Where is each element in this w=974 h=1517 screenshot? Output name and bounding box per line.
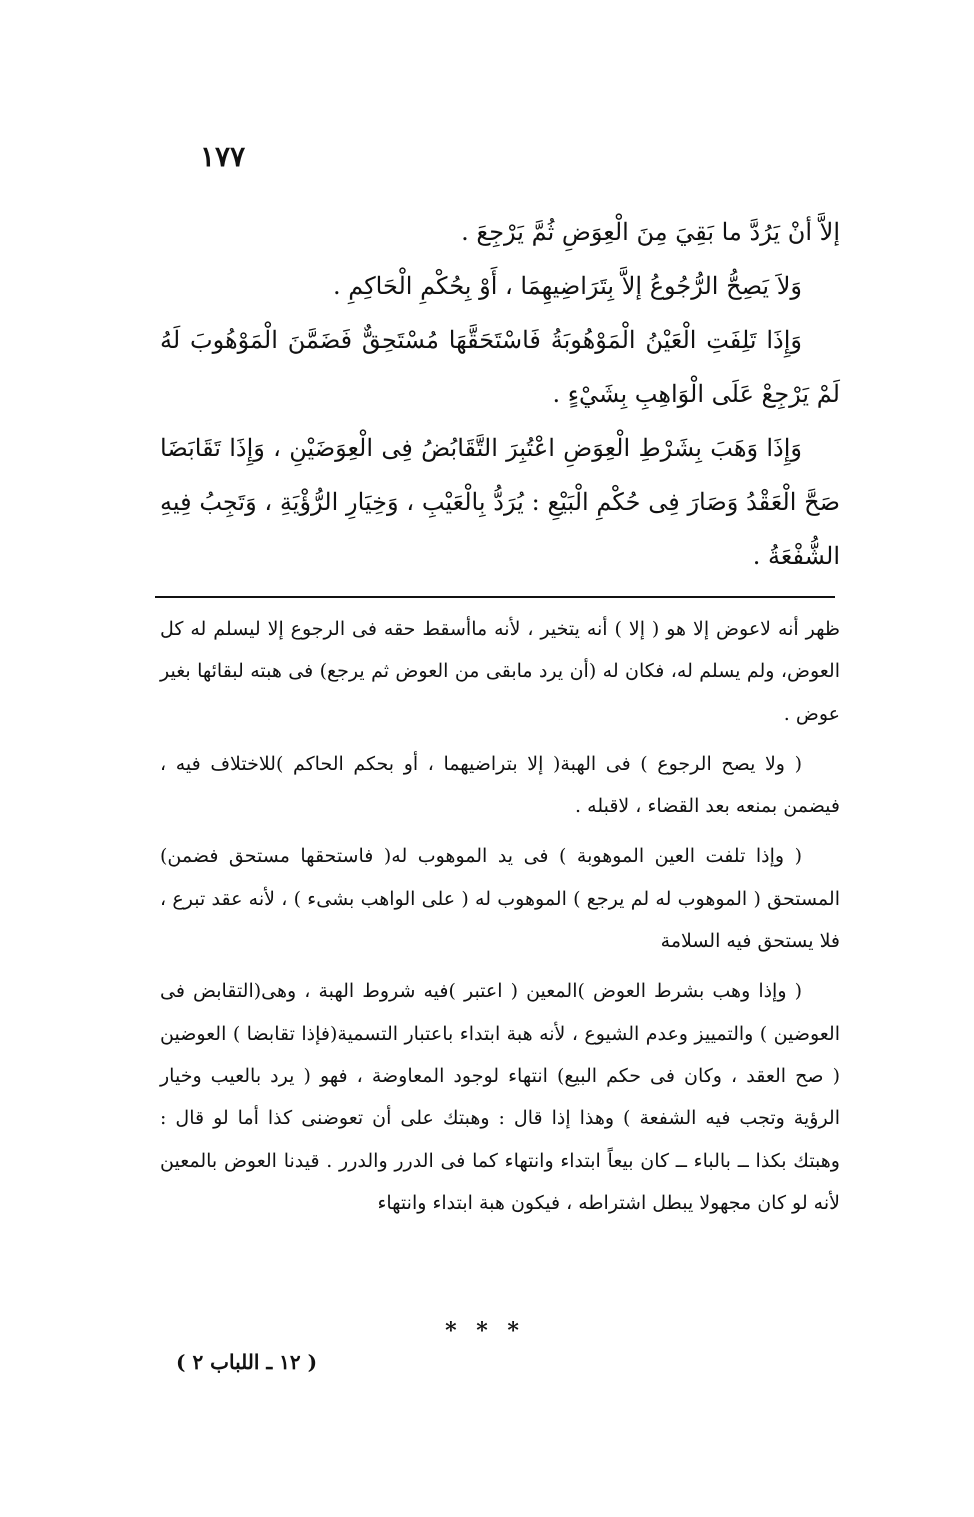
commentary-paragraph: ظهر أنه لاعوض إلا هو ( إلا ) أنه يتخير ، لأنه ماأسقط حقه فى الرجوع إلا ليسلم له كل العوض، ولم يسلم له، فكان له (أن يرد مابقى من العوض ثم يرجع) فى هبته لبقائها بغير عوض . <box>160 618 840 725</box>
main-paragraph: وَإِذَا تَلِفَتِ الْعَيْنُ الْمَوْهُوبَةُ فَاسْتَحَقَّهَا مُسْتَحِقٌّ فَضَمَّنَ الْمَوْهُوبَ لَهُ لَمْ يَرْجِعْ عَلَى الْوَاهِبِ بِشَيْءٍ . <box>160 326 840 408</box>
main-text <box>160 205 840 583</box>
main-paragraph: إلاَّ أنْ يَرُدَّ ما بَقِيَ مِنَ الْعِوَضِ ثُمَّ يَرْجِعَ . <box>461 218 840 246</box>
main-paragraph: وَلاَ يَصِحُّ الرُّجُوعُ إلاَّ بِتَرَاضِيهِمَا ، أَوْ بِحُكْمِ الْحَاكِمِ . <box>333 272 802 300</box>
section-divider <box>155 596 835 598</box>
commentary-text <box>160 608 840 1224</box>
commentary-paragraph: ( وإذا وهب بشرط العوض )المعين ( اعتبر )فيه شروط الهبة ، وهى(التقابض فى العوضين ) والتمييز وعدم الشيوع ، لأنه هبة ابتداء باعتبار التسمية(فإذا تقابضا ) العوضين ( صح العقد ، وكان فى حكم البيع) انتهاء لوجود المعاوضة ، فهو ( يرد بالعيب وخيار الرؤية وتجب فيه الشفعة ) وهذا إذا قال : وهبتك على أن تعوضنى كذا أما لو قال : وهبتك بكذا ــ بالباء ــ كان بيعاً ابتداء وانتهاء كما فى الدرر والدرر . قيدنا العوض بالمعين لأنه لو كان مجهولا يبطل اشتراطه ، فيكون هبة ابتداء وانتهاء <box>160 980 840 1214</box>
main-paragraph: وَإِذَا وَهَبَ بِشَرْطِ الْعِوَضِ اعْتُبِرَ التَّقَابُضُ فِى الْعِوَضَيْنِ ، وَإِذَا تَقَابَضَا صَحَّ الْعَقْدُ وَصَارَ فِى حُكْمِ الْبَيْعِ : يُرَدُّ بِالْعَيْبِ ، وَخِيَارِ الرُّؤْيَةِ ، وَتَجِبُ فِيهِ الشُّفْعَةُ . <box>160 434 840 570</box>
commentary-paragraph: ( ولا يصح الرجوع ) فى الهبة( إلا بتراضيهما ، أو بحكم الحاكم )للاختلاف فيه ، فيضمن بمنعه بعد القضاء ، لاقبله . <box>160 752 840 818</box>
commentary-paragraph: ( وإذا تلفت العين الموهوبة ) فى يد الموهوب له( فاستحقها مستحق فضمن) المستحق ( الموهوب له لم يرجع ) الموهوب له ( على الواهب بشىء ) ، لأنه عقد تبرع ، فلا يستحق فيه السلامة <box>160 845 840 953</box>
printer-signature: ( ١٢ ـ اللباب ٢ ) <box>176 1350 318 1374</box>
page-number: ١٧٧ <box>200 140 246 173</box>
section-ornament: * * * <box>445 1318 525 1344</box>
